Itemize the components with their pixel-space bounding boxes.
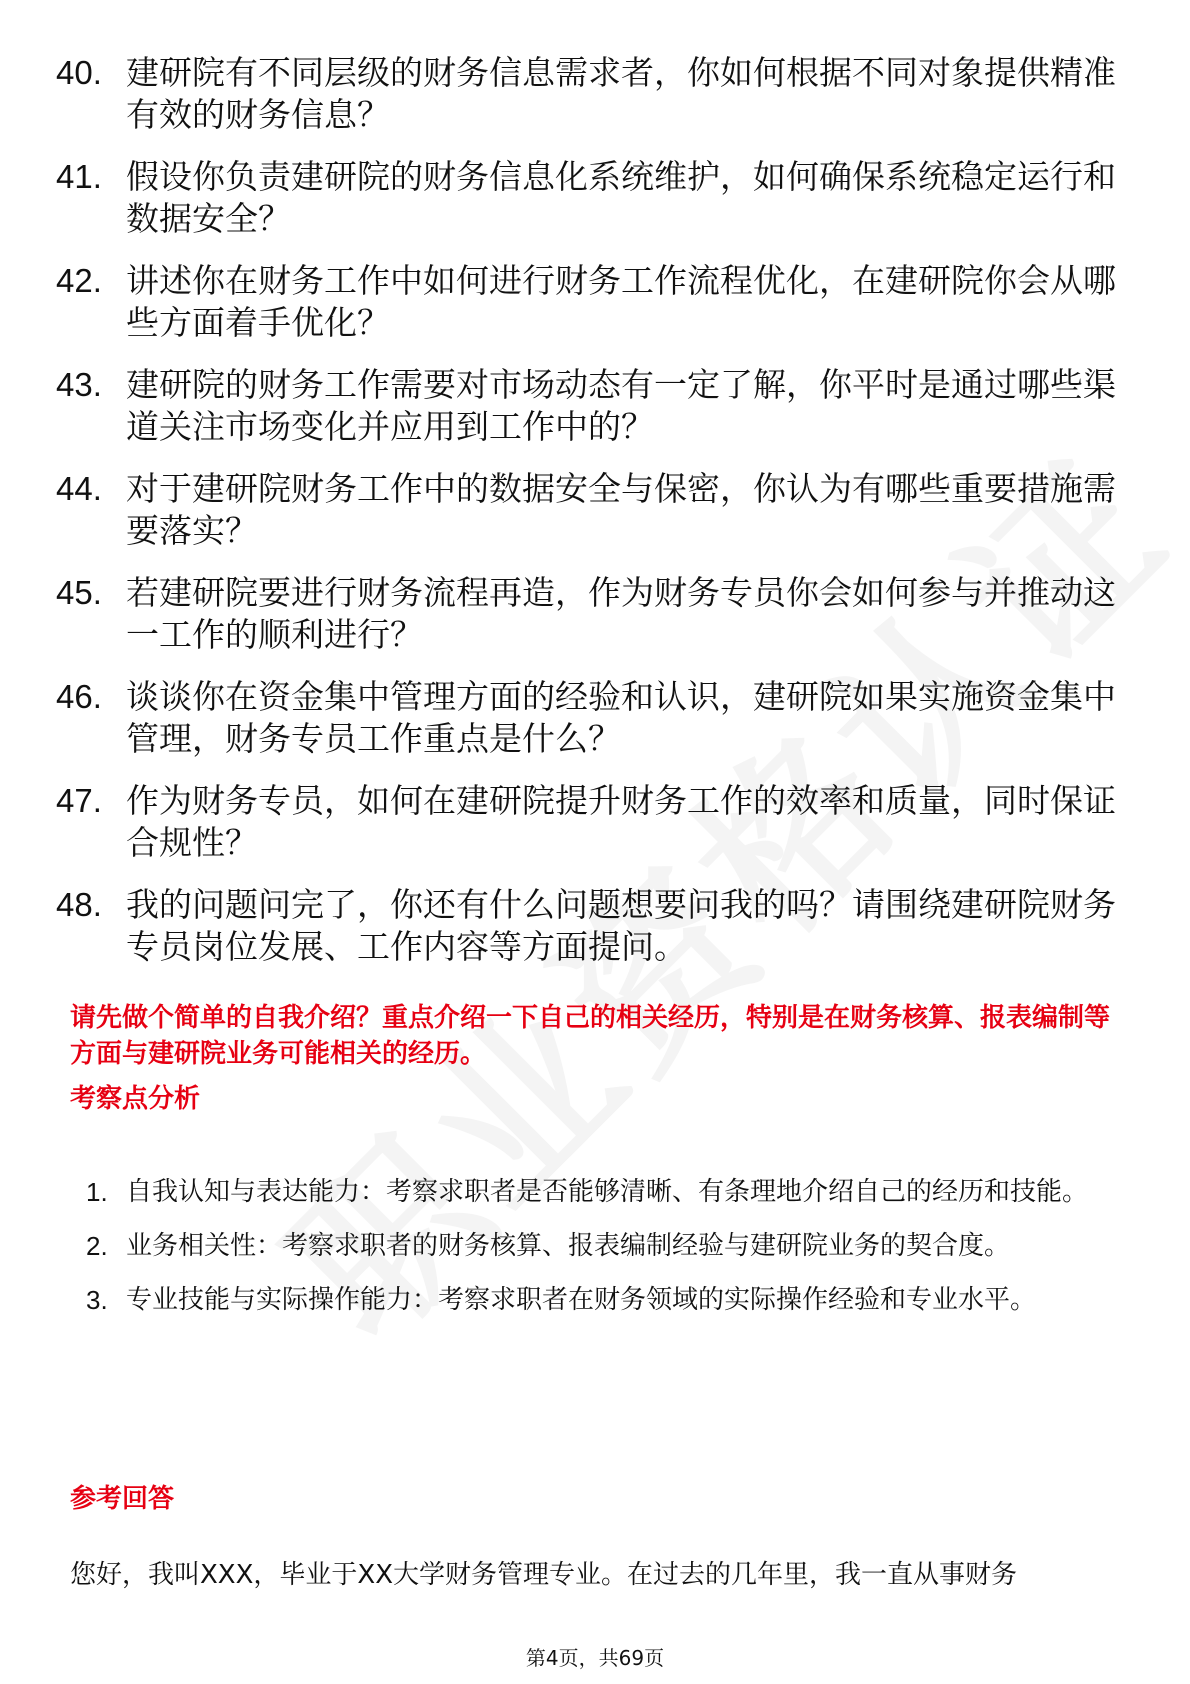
- question-number: 43.: [56, 366, 102, 403]
- question-number: 46.: [56, 678, 102, 715]
- analysis-text: 自我认知与表达能力：考察求职者是否能够清晰、有条理地介绍自己的经历和技能。: [126, 1177, 1089, 1207]
- analysis-item: [86, 1219, 1136, 1273]
- question-text: 对于建研院财务工作中的数据安全与保密，你认为有哪些重要措施需要落实？: [126, 469, 1116, 550]
- question-item: [56, 52, 1136, 136]
- question-number: 41.: [56, 158, 102, 195]
- page-footer: 第4页，共69页: [525, 1646, 665, 1670]
- question-item: [56, 780, 1136, 864]
- question-item: [56, 468, 1136, 552]
- question-number: 48.: [56, 886, 102, 923]
- reference-answer: 您好，我叫XXX，毕业于XX大学财务管理专业。在过去的几年里，我一直从事财务: [70, 1560, 1018, 1590]
- question-text: 我的问题问完了，你还有什么问题想要问我的吗？请围绕建研院财务专员岗位发展、工作内容等方面提问。: [126, 885, 1116, 966]
- question-text: 建研院的财务工作需要对市场动态有一定了解，你平时是通过哪些渠道关注市场变化并应用到工作中的？: [126, 365, 1116, 446]
- question-number: 42.: [56, 262, 102, 299]
- question-item: [56, 156, 1136, 240]
- question-text: 建研院有不同层级的财务信息需求者，你如何根据不同对象提供精准有效的财务信息？: [126, 53, 1116, 134]
- analysis-text: 业务相关性：考察求职者的财务核算、报表编制经验与建研院业务的契合度。: [126, 1231, 1011, 1261]
- analysis-heading: 考察点分析: [70, 1084, 201, 1114]
- question-item: [56, 364, 1136, 448]
- question-text: 若建研院要进行财务流程再造，作为财务专员你会如何参与并推动这一工作的顺利进行？: [126, 573, 1116, 654]
- analysis-number: 1.: [86, 1177, 108, 1207]
- question-number: 40.: [56, 54, 102, 91]
- highlight-question: 请先做个简单的自我介绍？重点介绍一下自己的相关经历，特别是在财务核算、报表编制等方面与建研院业务可能相关的经历。: [70, 1003, 1111, 1069]
- analysis-list: [86, 1165, 1136, 1327]
- question-item: [56, 676, 1136, 760]
- question-text: 谈谈你在资金集中管理方面的经验和认识，建研院如果实施资金集中管理，财务专员工作重点是什么？: [126, 677, 1116, 758]
- question-list: [56, 52, 1136, 988]
- question-item: [56, 260, 1136, 344]
- reference-heading: 参考回答: [70, 1484, 175, 1514]
- question-number: 44.: [56, 470, 102, 507]
- analysis-text: 专业技能与实际操作能力：考察求职者在财务领域的实际操作经验和专业水平。: [126, 1285, 1037, 1315]
- question-number: 45.: [56, 574, 102, 611]
- question-text: 假设你负责建研院的财务信息化系统维护，如何确保系统稳定运行和数据安全？: [126, 157, 1116, 238]
- analysis-number: 2.: [86, 1231, 108, 1261]
- question-number: 47.: [56, 782, 102, 819]
- question-text: 作为财务专员，如何在建研院提升财务工作的效率和质量，同时保证合规性？: [126, 781, 1116, 862]
- question-item: [56, 884, 1136, 968]
- analysis-item: [86, 1165, 1136, 1219]
- analysis-number: 3.: [86, 1285, 108, 1315]
- analysis-item: [86, 1273, 1136, 1327]
- question-item: [56, 572, 1136, 656]
- question-text: 讲述你在财务工作中如何进行财务工作流程优化，在建研院你会从哪些方面着手优化？: [126, 261, 1116, 342]
